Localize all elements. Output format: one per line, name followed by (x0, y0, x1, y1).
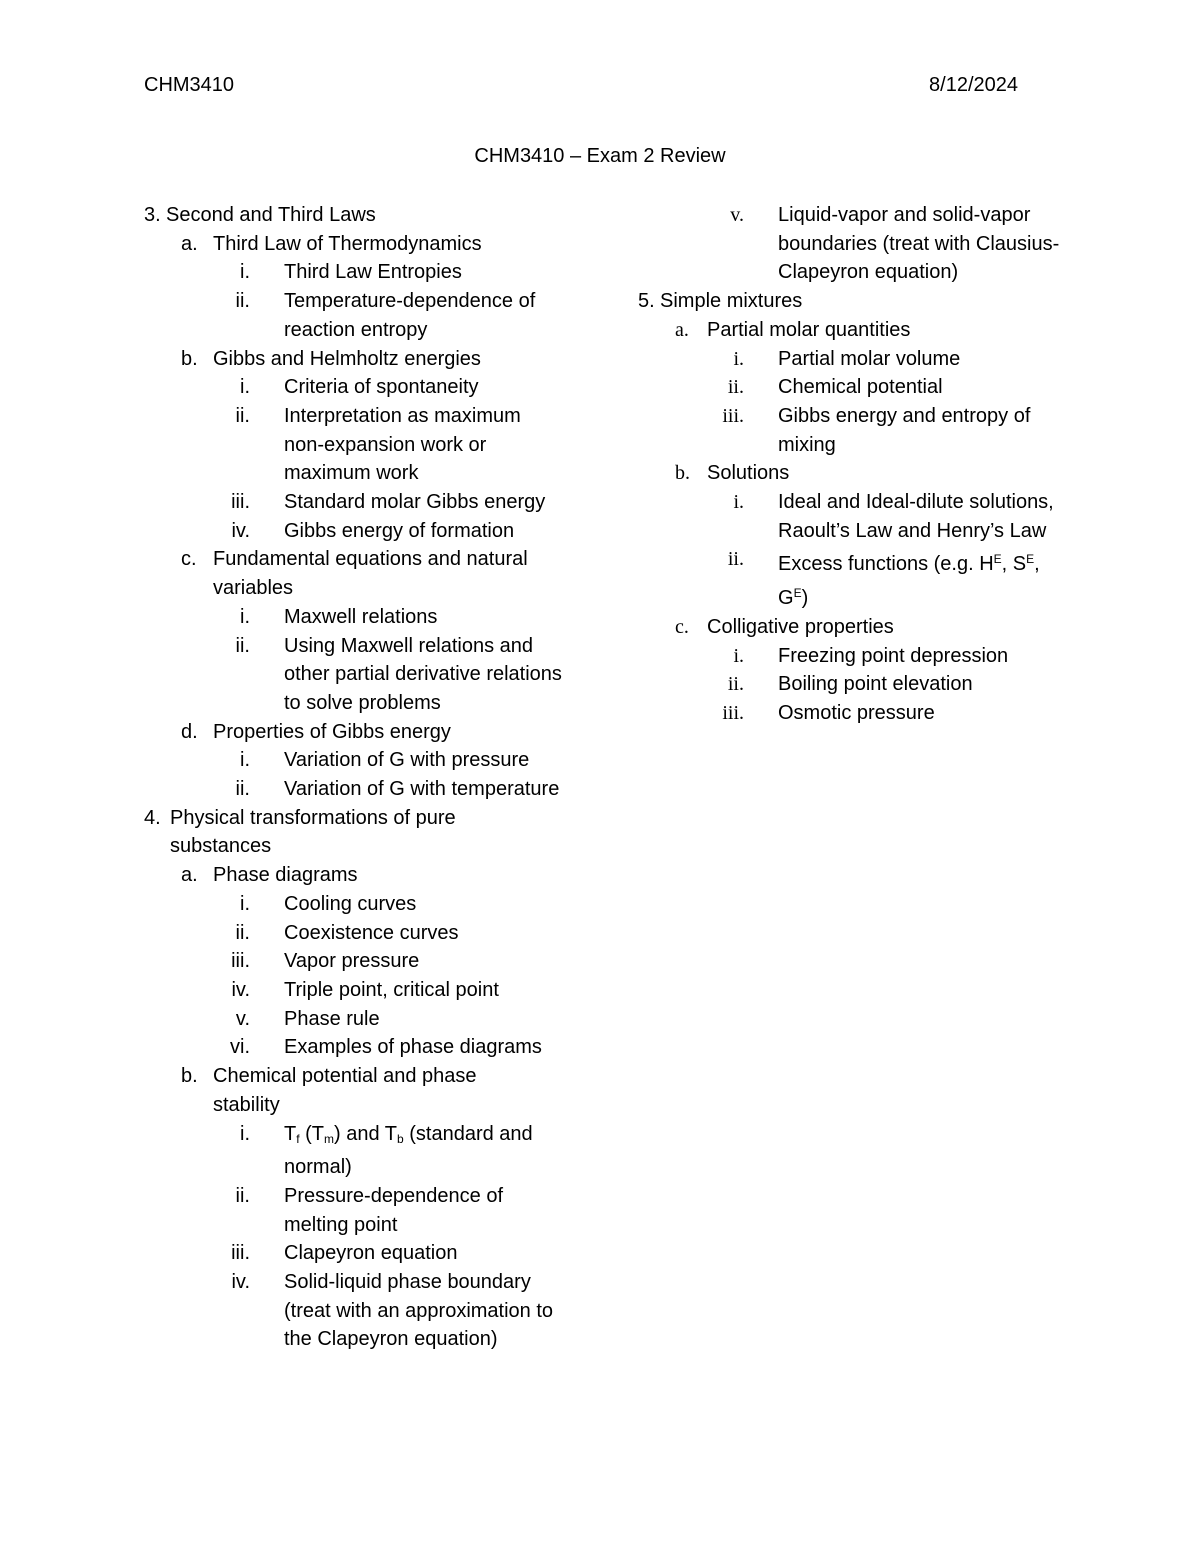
outline-item (144, 1239, 584, 1268)
item-marker: i. (240, 376, 250, 399)
item-marker: 4. (144, 806, 161, 829)
outline-item (638, 699, 1078, 728)
outline-item (144, 603, 584, 632)
outline-item (144, 947, 584, 976)
item-marker: a. (675, 318, 689, 341)
item-marker: i. (733, 491, 744, 514)
item-marker: c. (675, 615, 689, 638)
item-marker: d. (181, 720, 198, 743)
outline-item (144, 1268, 584, 1354)
item-text: Gibbs energy of formation (284, 519, 515, 542)
header-course-code: CHM3410 (144, 74, 235, 96)
item-text: Third Law of Thermodynamics (213, 232, 482, 255)
outline-item (144, 890, 584, 919)
item-marker: ii. (727, 548, 744, 571)
outline-item (144, 517, 584, 546)
item-text: Examples of phase diagrams (284, 1036, 542, 1059)
outline-item (638, 201, 1078, 287)
item-marker: ii. (727, 376, 744, 399)
item-marker: vi. (230, 1036, 250, 1059)
item-marker: i. (240, 892, 250, 915)
item-text: Chemical potential and phase stability (213, 1065, 477, 1116)
item-marker: c. (181, 548, 197, 571)
item-text: Ideal and Ideal-dilute solutions, Raoult’s Law and Henry’s Law (778, 491, 1054, 542)
item-text: Maxwell relations (284, 605, 438, 628)
item-text: Variation of G with pressure (284, 749, 530, 772)
item-marker: b. (181, 1065, 198, 1088)
outline-item (144, 402, 584, 488)
outline-item (638, 670, 1078, 699)
item-text: Physical transformations of pure substances (170, 806, 456, 858)
item-text: Gibbs energy and entropy of mixing (778, 404, 1031, 456)
item-text: Simple mixtures (660, 290, 803, 313)
item-text: Partial molar volume (778, 347, 961, 370)
item-marker: i. (733, 347, 744, 370)
outline-item (638, 488, 1078, 545)
outline-item (144, 804, 584, 861)
item-marker: iii. (231, 1242, 250, 1265)
item-marker: ii. (727, 673, 744, 696)
item-marker: ii. (235, 1184, 250, 1207)
item-marker: a. (181, 232, 198, 255)
outline-item (638, 402, 1078, 459)
outline-item (144, 230, 584, 259)
item-text: Pressure-dependence of melting point (284, 1184, 504, 1236)
item-marker: i. (240, 749, 250, 772)
outline-item (144, 488, 584, 517)
outline-item (144, 718, 584, 747)
item-text: Freezing point depression (778, 644, 1009, 667)
item-text: Phase diagrams (213, 864, 358, 887)
outline-item (144, 201, 584, 230)
item-marker: ii. (235, 634, 250, 657)
item-marker: i. (240, 261, 250, 284)
item-marker: ii. (235, 778, 250, 801)
item-text: $T_f$ $(T_m)$ and $T_b$ (standard and normal) (284, 1122, 533, 1179)
item-text: Variation of G with temperature (284, 778, 560, 801)
outline-item (144, 373, 584, 402)
item-text: Phase rule (284, 1007, 380, 1030)
item-marker: i. (240, 1122, 250, 1145)
outline-item (144, 545, 584, 602)
item-text: Liquid-vapor and solid-vapor boundaries (treat with Clausius-Clapeyron equation) (778, 204, 1060, 284)
item-text: Chemical potential (778, 376, 943, 399)
item-text: Cooling curves (284, 892, 417, 915)
item-text: Vapor pressure (284, 950, 420, 973)
item-marker: ii. (235, 921, 250, 944)
item-marker: 5. (638, 290, 655, 313)
item-marker: iii. (722, 404, 744, 427)
item-marker: 3. (144, 204, 161, 226)
item-text: Excess functions (e.g. $H^E$, $S^E$, $G^E$) (778, 552, 1040, 610)
item-marker: v. (235, 1007, 250, 1030)
item-text: Properties of Gibbs energy (213, 720, 451, 743)
outline-item (638, 613, 1078, 642)
item-text: Colligative properties (707, 615, 894, 638)
item-marker: iii. (231, 491, 250, 514)
outline-item (144, 632, 584, 718)
item-marker: b. (181, 347, 198, 370)
item-text: Standard molar Gibbs energy (284, 491, 546, 514)
item-text: Third Law Entropies (284, 261, 462, 284)
item-text: Interpretation as maximum non-expansion work or maximum work (284, 404, 521, 485)
item-marker: b. (675, 462, 690, 485)
item-text: Using Maxwell relations and other partial derivative relations to solve problems (284, 634, 562, 714)
item-text: Triple point, critical point (284, 978, 499, 1001)
outline-item (144, 1120, 584, 1182)
item-text: Coexistence curves (284, 921, 459, 944)
outline-item (144, 1182, 584, 1239)
item-text: Partial molar quantities (707, 318, 911, 341)
outline-item (638, 316, 1078, 345)
item-text: Boiling point elevation (778, 673, 973, 696)
item-text: Osmotic pressure (778, 701, 935, 724)
outline-item (638, 545, 1078, 612)
item-marker: ii. (235, 404, 250, 427)
item-marker: iv. (231, 1271, 250, 1294)
outline-item (144, 861, 584, 890)
item-text: Solutions (707, 462, 790, 485)
outline-item (144, 1005, 584, 1034)
item-marker: a. (181, 864, 198, 887)
page-title: CHM3410 – Exam 2 Review (474, 145, 726, 167)
item-marker: i. (733, 644, 744, 667)
item-marker: ii. (235, 290, 250, 313)
outline-item (144, 287, 584, 344)
outline-item (144, 976, 584, 1005)
item-text: Temperature-dependence of reaction entropy (284, 290, 536, 341)
item-text: Gibbs and Helmholtz energies (213, 347, 481, 370)
outline-item (144, 775, 584, 804)
outline-item (144, 746, 584, 775)
item-marker: v. (730, 204, 744, 226)
item-marker: iii. (231, 950, 250, 973)
item-text: Criteria of spontaneity (284, 376, 479, 399)
item-text: Solid-liquid phase boundary (treat with an approximation to the Clapeyron equation) (284, 1271, 554, 1351)
outline-item (638, 287, 1078, 316)
item-text: Fundamental equations and natural variables (213, 548, 528, 600)
item-marker: i. (240, 605, 250, 628)
item-text: Clapeyron equation (284, 1242, 458, 1265)
outline-item (638, 373, 1078, 402)
item-marker: iv. (231, 519, 250, 542)
outline-item (144, 1062, 584, 1119)
outline-item (638, 345, 1078, 374)
outline-item (638, 459, 1078, 488)
header-date: 8/12/2024 (929, 74, 1018, 96)
item-marker: iii. (722, 701, 744, 724)
item-text: Second and Third Laws (166, 204, 376, 226)
outline-item (144, 1033, 584, 1062)
outline-left-column (144, 201, 584, 1354)
outline-item (144, 345, 584, 374)
outline-item (144, 258, 584, 287)
outline-right-column (638, 201, 1078, 728)
outline-item (638, 642, 1078, 671)
item-marker: iv. (231, 978, 250, 1001)
outline-item (144, 919, 584, 948)
